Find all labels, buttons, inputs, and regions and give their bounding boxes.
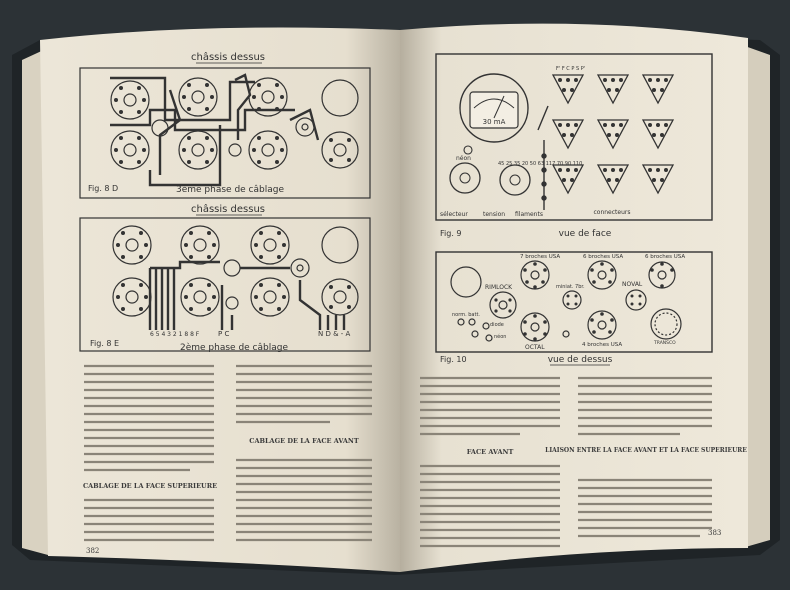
tension-values: 45 25 35 20 50 63 117 70 90 110 [498,161,583,167]
fig-9-label: Fig. 9 [440,229,462,238]
fig-8e-nd: N D & - A [318,330,351,338]
fig-8e-caption: 2ème phase de câblage [180,343,288,353]
diode-label: diode [490,322,504,328]
fig-8e-header: châssis dessus [190,204,266,215]
tension-label: tension [483,211,506,218]
norm-batt-label: norm. batt. [452,312,480,318]
fig-8d-label: Fig. 8 D [88,184,119,193]
filaments-label: filaments [515,211,543,218]
selector-label: sélecteur [440,211,468,218]
transco-label: TRANSCO [654,341,676,346]
right-page-number: 383 [708,529,722,537]
broches-7-label: 7 broches USA [520,254,561,260]
broches-6a-label: 6 broches USA [583,254,624,260]
connector-letters: F' F C P S P' [556,66,586,72]
fig-10-caption: vue de dessus [547,355,613,365]
miniat-label: miniat. 7br. [556,284,585,290]
broches-4-label: 4 broches USA [582,342,623,348]
octal-label: OCTAL [525,344,545,351]
fig-9-caption: vue de face [558,229,612,239]
right-section-title-2: LIAISON ENTRE LA FACE AVANT ET LA FACE SUPERIEURE [545,447,747,454]
left-page [40,28,400,572]
fig-8d-caption: 3ème phase de câblage [176,185,284,195]
neon-label-2: néon [494,334,507,340]
left-page-number: 382 [86,547,100,555]
rimlock-label: RIMLOCK [485,284,513,291]
broches-6b-label: 6 broches USA [645,254,686,260]
left-section-title-2: CABLAGE DE LA FACE AVANT [249,437,359,445]
connectors-label: connecteurs [593,209,631,216]
fig-10-label: Fig. 10 [440,355,467,364]
left-section-title: CABLAGE DE LA FACE SUPERIEURE [82,482,218,490]
fig-8d-header: châssis dessus [190,52,266,63]
fig-8e-pc: P C [218,330,230,338]
right-section-title: FACE AVANT [466,448,514,456]
neon-label: néon [456,155,471,162]
fig-8e-pins: 6 5 4 3 2 1 8 8 F [150,331,200,338]
fig-8e-label: Fig. 8 E [90,339,120,348]
meter-label: 30 mA [482,118,506,126]
noval-label: NOVAL [622,281,643,288]
